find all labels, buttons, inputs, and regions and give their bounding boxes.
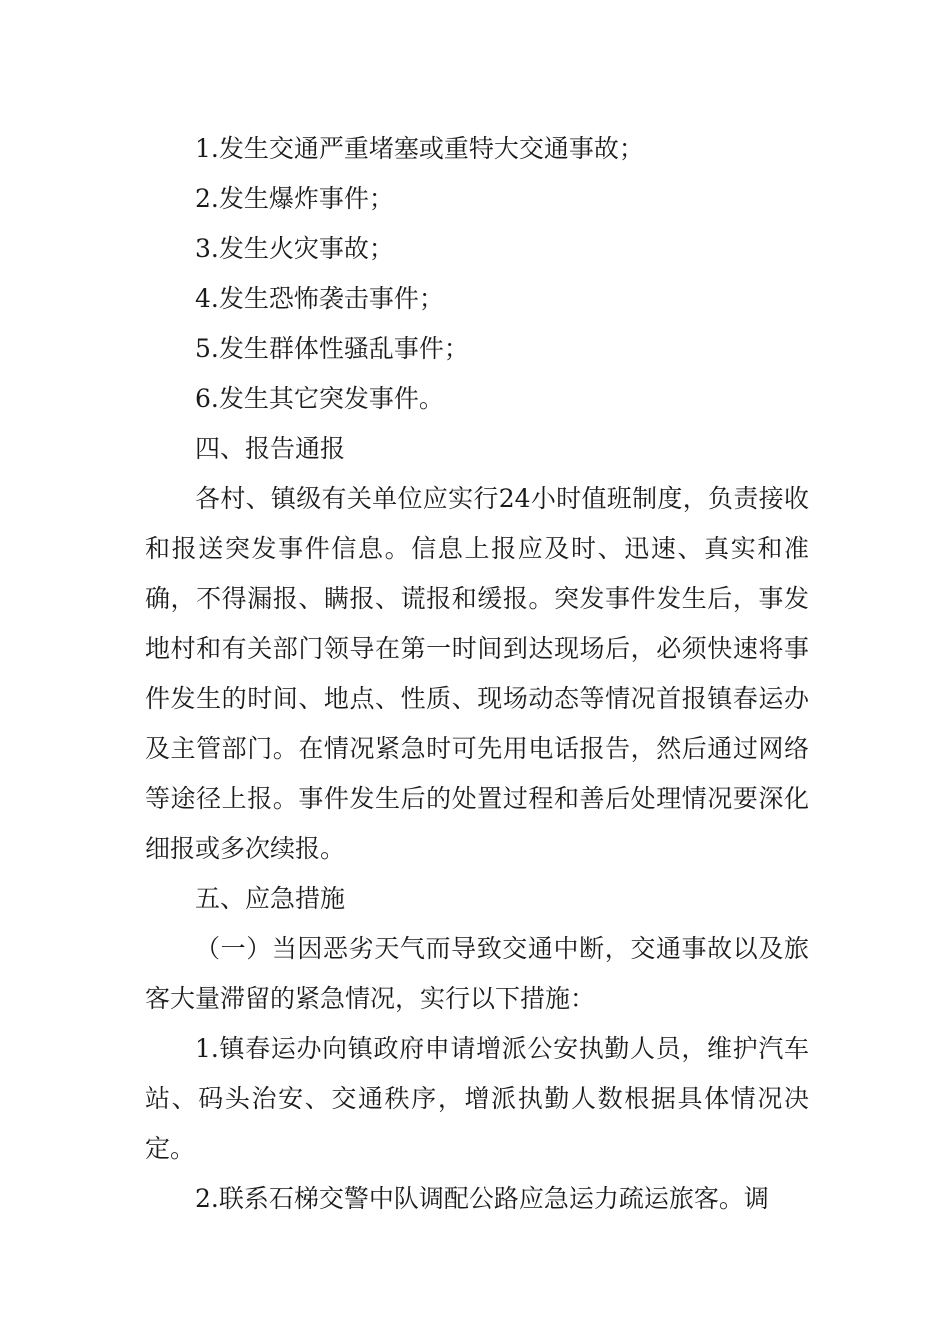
list-item-terror-attack: 4.发生恐怖袭击事件；: [195, 284, 444, 313]
list-item-riot: 5.发生群体性骚乱事件；: [195, 334, 469, 363]
list-item-police-deployment: 1.镇春运办向镇政府申请增派公安执勤人员，维护汽车站、码头治安、交通秩序，增派执勤人数根据具体情况决定。: [145, 1034, 809, 1163]
list-item-fire: 3.发生火灾事故；: [195, 234, 394, 263]
list-item-transport-dispatch: 2.联系石梯交警中队调配公路应急运力疏运旅客。调: [195, 1184, 769, 1213]
section-heading-emergency-measures: 五、应急措施: [195, 884, 346, 913]
paragraph-measures-intro: （一）当因恶劣天气而导致交通中断，交通事故以及旅客大量滞留的紧急情况，实行以下措施：: [145, 934, 809, 1013]
section-heading-reporting: 四、报告通报: [195, 434, 346, 463]
document-body: [145, 124, 809, 1224]
list-item-other-emergency: 6.发生其它突发事件。: [195, 384, 444, 413]
list-item-traffic-accident: 1.发生交通严重堵塞或重特大交通事故；: [195, 134, 644, 163]
paragraph-reporting: 各村、镇级有关单位应实行24小时值班制度，负责接收和报送突发事件信息。信息上报应及时、迅速、真实和准确，不得漏报、瞒报、谎报和缓报。突发事件发生后，事发地村和有关部门领导在第一时间到达现场后，必须快速将事件发生的时间、地点、性质、现场动态等情况首报镇春运办及主管部门。在情况紧急时可先用电话报告，然后通过网络等途径上报。事件发生后的处置过程和善后处理情况要深化细报或多次续报。: [145, 484, 809, 863]
list-item-explosion: 2.发生爆炸事件；: [195, 184, 394, 213]
